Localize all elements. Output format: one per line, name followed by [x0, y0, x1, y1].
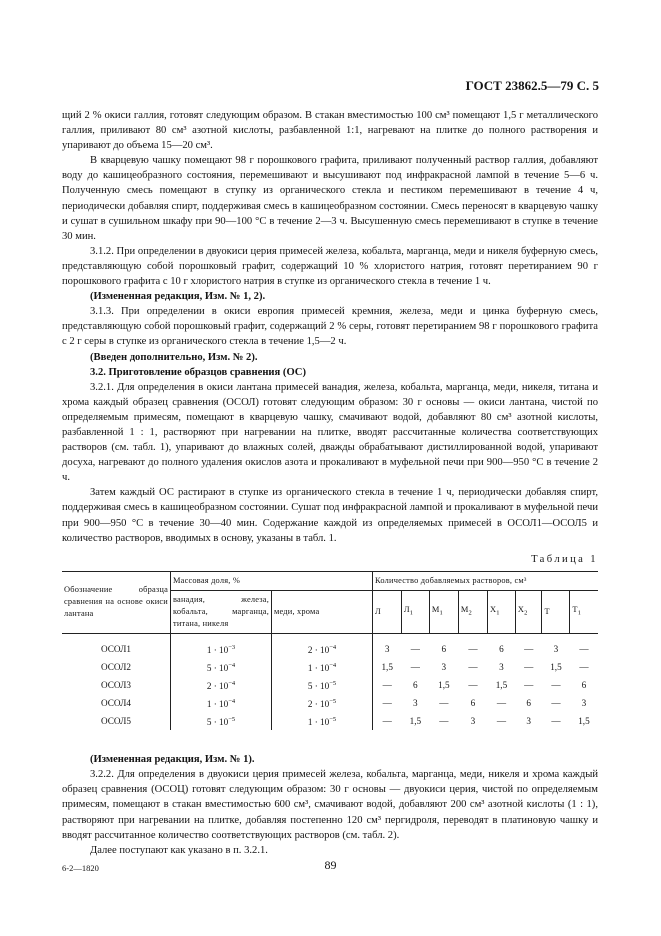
quantity-cell: —: [468, 679, 478, 690]
mass-fraction-value: 5 · 10: [307, 681, 330, 691]
quantity-cell: 1,5: [438, 679, 450, 690]
solution-index: 1: [496, 609, 500, 617]
quantity-cell: —: [410, 643, 420, 654]
mass-fraction-value: 2 · 10: [206, 681, 229, 691]
amendment-note: (Введен дополнительно, Изм. № 2).: [90, 351, 258, 363]
quantity-cell: 1,5: [409, 716, 422, 727]
quantity-cell: —: [382, 698, 392, 709]
quantity-cell: 6: [581, 679, 587, 690]
paragraph: щий 2 % окиси галлия, готовят следующим образом. В стакан вместимостью 100 см³ помещают 1,5 г металлического галлия, приливают 80 см³ азотной кислоты, разбавленной 1:1, нагревают на плитке до полного растворения и упаривают до объема 15—20 см³.: [62, 110, 598, 152]
quantity-cell: 3: [553, 643, 559, 654]
quantity-cell: 1,5: [578, 716, 590, 727]
sample-name: ОСОЛ4: [62, 694, 171, 712]
header-mf-col2: меди, хрома: [272, 590, 373, 633]
exponent: −5: [228, 716, 236, 724]
mass-fraction-value: 1 · 10: [307, 717, 330, 728]
exponent: −5: [329, 716, 337, 724]
quantity-cell: —: [551, 716, 561, 727]
solution-symbol: Х: [517, 604, 525, 614]
quantity-cell: 3: [413, 698, 418, 709]
exponent: −5: [329, 679, 337, 687]
paragraph-3-2-1: 3.2.1. Для определения в окиси лантана примесей ванадия, железа, кобальта, марганца, меди, никеля, титана и хрома каждый образец сравнения (ОСОЛ) готовят следующим образом: 30 г основы — окиси лантана, чистой по определяемым примесям, помещают в кварцевую чашку, смачивают водой, добавляют 80 см³ азотной кислоты, разбавленной 1 : 1, растворяют при нагревании на плитке, вводят рассчитанные количества соответствующих растворов (см. табл. 1), упаривают до влажных солей, дважды обрабатывают дистиллированной водой, упаривают досуха, нагревают до полного удаления окислов азота и прокаливают в муфельной печи при 900—950 °С в течение 2 ч.: [62, 381, 598, 484]
header-quantity-col: [401, 590, 429, 633]
exponent: −4: [228, 661, 236, 669]
mass-fraction-value: 1 · 10: [206, 644, 229, 655]
amendment-note: (Измененная редакция, Изм. № 1, 2).: [90, 291, 266, 303]
table-row: [62, 694, 598, 712]
header-mass-fraction: Массовая доля, %: [171, 571, 373, 590]
header-mf-col1: ванадия, железа, кобальта, марганца, титана, никеля: [171, 590, 272, 633]
quantity-cell: —: [524, 643, 534, 654]
exponent: −3: [228, 643, 236, 651]
solution-symbol: Х: [489, 604, 497, 614]
quantity-cell: —: [496, 716, 507, 727]
quantity-cell: —: [439, 698, 449, 709]
mass-fraction-value: 5 · 10: [206, 662, 229, 673]
mass-fraction-cell: [171, 676, 272, 694]
page-header: ГОСТ 23862.5—79 С. 5: [465, 78, 599, 93]
solution-index: 1: [577, 609, 582, 617]
mass-fraction-value: 2 · 10: [307, 699, 330, 710]
quantity-cell: —: [496, 698, 507, 709]
paragraph: Далее поступают как указано в п. 3.2.1.: [90, 844, 268, 856]
quantity-cell: 3: [526, 716, 531, 727]
print-code: 6-2—1820: [62, 863, 99, 873]
quantity-cell: —: [579, 661, 589, 672]
table-row: [62, 676, 598, 694]
solution-index: 2: [524, 609, 528, 617]
quantity-cell: 3: [441, 661, 447, 672]
header-quantity-col: [487, 590, 515, 633]
header-quantity-col: [542, 590, 570, 633]
quantity-cell: 6: [441, 643, 447, 654]
sample-name: ОСОЛ5: [62, 712, 171, 730]
solution-index: 1: [409, 609, 414, 617]
header-quantity-col: [570, 590, 598, 633]
header-quantity: Количество добавляемых растворов, см³: [373, 571, 599, 590]
mass-fraction-cell: [272, 712, 373, 730]
solution-index: 2: [468, 609, 472, 617]
solution-symbol: М: [431, 604, 440, 614]
mass-fraction-cell: [272, 694, 373, 712]
table-1: [62, 571, 598, 730]
exponent: −5: [329, 698, 337, 705]
solution-symbol: Л: [403, 604, 410, 614]
quantity-cell: 6: [499, 643, 504, 654]
table-caption: Таблица 1: [531, 553, 598, 565]
solution-index: 1: [439, 609, 443, 617]
header-quantity-col: [515, 590, 542, 633]
mass-fraction-value: 2 · 10: [307, 644, 330, 655]
quantity-cell: —: [524, 679, 534, 690]
table-row: [62, 658, 598, 676]
mass-fraction-cell: [171, 658, 272, 676]
quantity-cell: 3: [581, 698, 587, 709]
sample-name: ОСОЛ2: [62, 658, 171, 676]
quantity-cell: 6: [470, 698, 476, 709]
mass-fraction-value: 1 · 10: [206, 699, 229, 710]
paragraph-3-1-3: 3.1.3. При определении в окиси европия примесей кремния, железа, меди и цинка буферную смесь, представляющую собой порошковый графит, содержащий 2 % серы, готовят перетиранием 98 г порошкового графита с 2 г серы в ступке из органического стекла в течение 1,5—2 ч.: [62, 306, 598, 348]
header-quantity-col: [429, 590, 458, 633]
quantity-cell: —: [579, 643, 589, 654]
paragraph-3-2-2: 3.2.2. Для определения в двуокиси церия примесей железа, кобальта, марганца, меди, никеля и хрома каждый образец сравнения (ОСОЦ) готовят следующим образом: 30 г основы — двуокиси церия, чистой по определяемым примесям, помещают в стакан вместимостью 600 см³, смачивают водой, добавляют 200 см³ азотной кислоты (1 : 1), растворяют при нагревании на плитке, добавляя постепенно 120 см³ пергидроля, переводят в платиновую чашку и вводят рассчитанное количество соответствующих растворов (см. табл. 2).: [62, 769, 598, 841]
section-heading-3-2: 3.2. Приготовление образцов сравнения (ОС): [90, 366, 306, 378]
quantity-cell: 6: [413, 679, 418, 690]
header-designation: Обозначение образца сравнения на основе окиси лантана: [62, 571, 171, 633]
sample-name: ОСОЛ1: [62, 633, 171, 658]
exponent: −4: [228, 679, 236, 687]
mass-fraction-cell: [171, 694, 272, 712]
mass-fraction-cell: [272, 633, 373, 658]
quantity-cell: 1,5: [550, 661, 562, 672]
quantity-cell: —: [410, 661, 420, 672]
document-body: [62, 108, 598, 858]
mass-fraction-cell: [272, 676, 373, 694]
quantity-cell: 3: [470, 716, 476, 727]
quantity-cell: 1,5: [381, 661, 393, 672]
quantity-cell: —: [439, 716, 449, 727]
quantity-cell: —: [551, 698, 561, 709]
solution-symbol: М: [460, 604, 469, 614]
page-number: 89: [324, 858, 337, 872]
paragraph: В кварцевую чашку помещают 98 г порошкового графита, приливают полученный раствор галлия, добавляют воду до кашицеобразного состояния, перемешивают и высушивают под инфракрасной лампой в течение 5—6 ч. Полученную смесь помещают в ступку из органического стекла и пестиком перемешивают в течение 4 ч, периодически добавляя спирт, поддерживая смесь в кашицеобразном состоянии. Смесь переносят в кварцевую чашку и сушат в сушильном шкафу при 90—100 °С в течение 2—3 ч. Высушенную смесь перемешивают в ступке в течение 30 мин.: [62, 155, 598, 242]
amendment-note: (Измененная редакция, Изм. № 1).: [90, 754, 255, 766]
quantity-cell: —: [468, 643, 478, 654]
exponent: −4: [228, 698, 236, 705]
header-quantity-col: [458, 590, 487, 633]
quantity-cell: 1,5: [495, 679, 508, 690]
quantity-cell: —: [551, 679, 561, 690]
exponent: −4: [329, 661, 337, 669]
mass-fraction-cell: [171, 633, 272, 658]
quantity-cell: 3: [384, 643, 390, 654]
paragraph-3-1-2: 3.1.2. При определении в двуокиси церия примесей железа, кобальта, марганца, меди и никеля буферную смесь, представляющую собой порошковый графит, содержащий 10 % хлористого натрия, готовят перетиранием 90 г порошкового графита с 10 г хлористого натрия в ступке из органического стекла в течение 1 ч.: [62, 245, 598, 288]
header-quantity-col: [373, 590, 402, 633]
quantity-cell: —: [382, 679, 392, 690]
mass-fraction-cell: [171, 712, 272, 730]
table-row: [62, 633, 598, 658]
mass-fraction-cell: [272, 658, 373, 676]
mass-fraction-value: 5 · 10: [206, 717, 229, 728]
quantity-cell: —: [382, 716, 392, 727]
solution-symbol: Т: [544, 606, 550, 616]
quantity-cell: 3: [499, 661, 504, 672]
mass-fraction-value: 1 · 10: [307, 662, 330, 673]
solution-symbol: Л: [375, 606, 381, 616]
quantity-cell: —: [468, 661, 478, 672]
paragraph: Затем каждый ОС растирают в ступке из органического стекла в течение 1 ч, периодически добавляя спирт, поддерживая смесь в кашицеобразном состоянии. Сушат под инфракрасной лампой и прокаливают в муфельной печи при 900—950 °С в течение 30—40 мин. Содержание каждой из определяемых примесей в ОСОЛ1—ОСОЛ5 и количество растворов, вводимых в основу, указаны в табл. 1.: [62, 487, 598, 544]
quantity-cell: —: [524, 661, 534, 672]
sample-name: ОСОЛ3: [62, 676, 171, 694]
quantity-cell: 6: [526, 698, 531, 709]
exponent: −4: [329, 643, 337, 651]
table-row: [62, 712, 598, 730]
solution-symbol: Т: [572, 604, 578, 614]
